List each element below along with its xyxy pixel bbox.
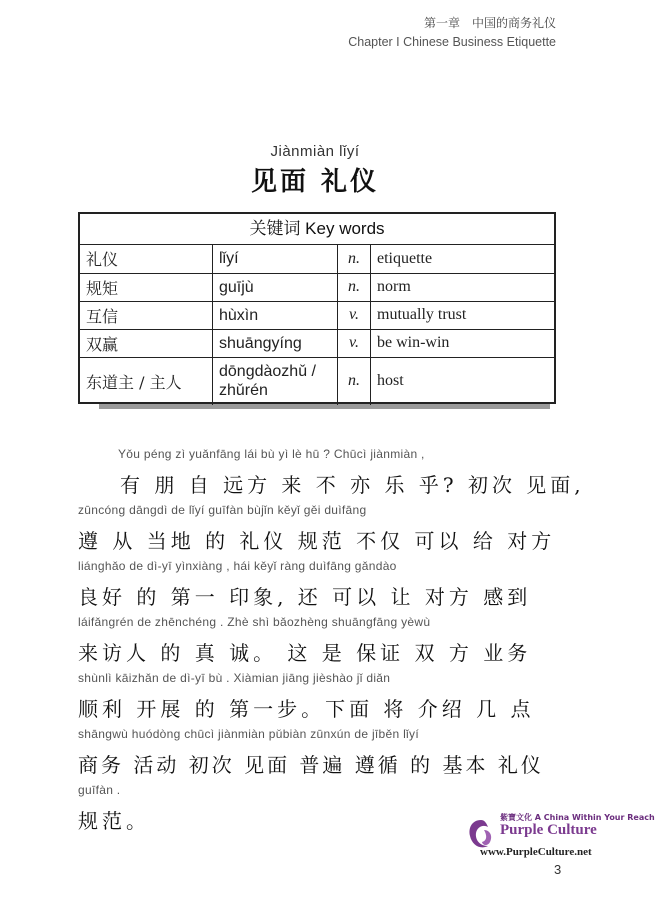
keyword-pos: v. — [338, 329, 371, 357]
keyword-row — [80, 273, 554, 301]
passage-hanzi-line: 商务 活动 初次 见面 普遍 遵循 的 基本 礼仪 — [78, 753, 544, 777]
keyword-pinyin: guījù — [213, 273, 338, 301]
keyword-row — [80, 329, 554, 357]
keyword-row — [80, 301, 554, 329]
passage-pinyin-line: shùnlì kāizhǎn de dì-yī bù . Xiàmian jiāng jièshào jǐ diǎn — [78, 671, 391, 685]
passage-hanzi-line: 良好 的 第一 印象, 还 可以 让 对方 感到 — [78, 585, 532, 609]
keywords-heading: 关键词 Key words — [80, 214, 554, 245]
keyword-hanzi: 东道主 / 主人 — [80, 357, 213, 405]
section-title-pinyin: Jiànmiàn lǐyí — [270, 143, 360, 160]
passage-pinyin-line: zūncóng dāngdì de lǐyí guīfàn bùjǐn kěyǐ gěi duìfāng — [78, 503, 367, 517]
passage-pinyin-line: láifǎngrén de zhēnchéng . Zhè shì bǎozhèng shuāngfāng yèwù — [78, 615, 431, 629]
keyword-hanzi: 规矩 — [80, 273, 213, 301]
passage-hanzi-line: 规范。 — [78, 809, 150, 833]
chapter-header-en: Chapter I Chinese Business Etiquette — [348, 35, 556, 49]
watermark-url: www.PurpleCulture.net — [480, 846, 592, 858]
keyword-pinyin: hùxìn — [213, 301, 338, 329]
page-number: 3 — [554, 862, 562, 877]
keyword-hanzi: 双赢 — [80, 329, 213, 357]
keyword-row — [80, 357, 554, 405]
passage-hanzi-line: 顺利 开展 的 第一步。下面 将 介绍 几 点 — [78, 697, 535, 721]
keyword-meaning: norm — [371, 273, 555, 301]
keyword-pinyin: lǐyí — [213, 245, 338, 273]
keyword-row — [80, 245, 554, 273]
passage-pinyin-line: shāngwù huódòng chūcì jiànmiàn pǔbiàn zūnxún de jīběn lǐyí — [78, 727, 419, 741]
keyword-pos: n. — [338, 245, 371, 273]
passage-pinyin-line: guīfàn . — [78, 783, 121, 797]
keywords-box — [78, 212, 556, 404]
keywords-table — [80, 245, 554, 405]
keyword-pinyin: dōngdàozhǔ / zhǔrén — [213, 357, 338, 405]
section-title: 见面 礼仪 — [250, 167, 380, 197]
passage-pinyin-line: liánghǎo de dì-yī yìnxiàng , hái kěyǐ ràng duìfāng gǎndào — [78, 559, 397, 573]
keyword-pinyin: shuāngyíng — [213, 329, 338, 357]
keyword-meaning: etiquette — [371, 245, 555, 273]
keyword-hanzi: 互信 — [80, 301, 213, 329]
passage-hanzi-line: 遵 从 当地 的 礼仪 规范 不仅 可以 给 对方 — [78, 529, 556, 553]
watermark-brand: Purple Culture — [500, 822, 597, 838]
purple-culture-watermark — [466, 812, 655, 864]
keyword-meaning: be win-win — [371, 329, 555, 357]
keyword-pos: v. — [338, 301, 371, 329]
passage-hanzi-line: 来访人 的 真 诚。 这 是 保证 双 方 业务 — [78, 641, 532, 665]
passage-hanzi-line: 有 朋 自 远方 来 不 亦 乐 乎? 初次 见面, — [120, 473, 585, 497]
watermark-tagline: 紫寶文化 A China Within Your Reach — [500, 813, 655, 822]
keyword-meaning: mutually trust — [371, 301, 555, 329]
chapter-header-zh: 第一章 中国的商务礼仪 — [423, 16, 556, 30]
keyword-pos: n. — [338, 273, 371, 301]
keyword-hanzi: 礼仪 — [80, 245, 213, 273]
keyword-pos: n. — [338, 357, 371, 405]
passage-pinyin-line: Yǒu péng zì yuǎnfāng lái bù yì lè hū ? Chūcì jiànmiàn , — [118, 447, 425, 461]
keyword-meaning: host — [377, 372, 404, 390]
